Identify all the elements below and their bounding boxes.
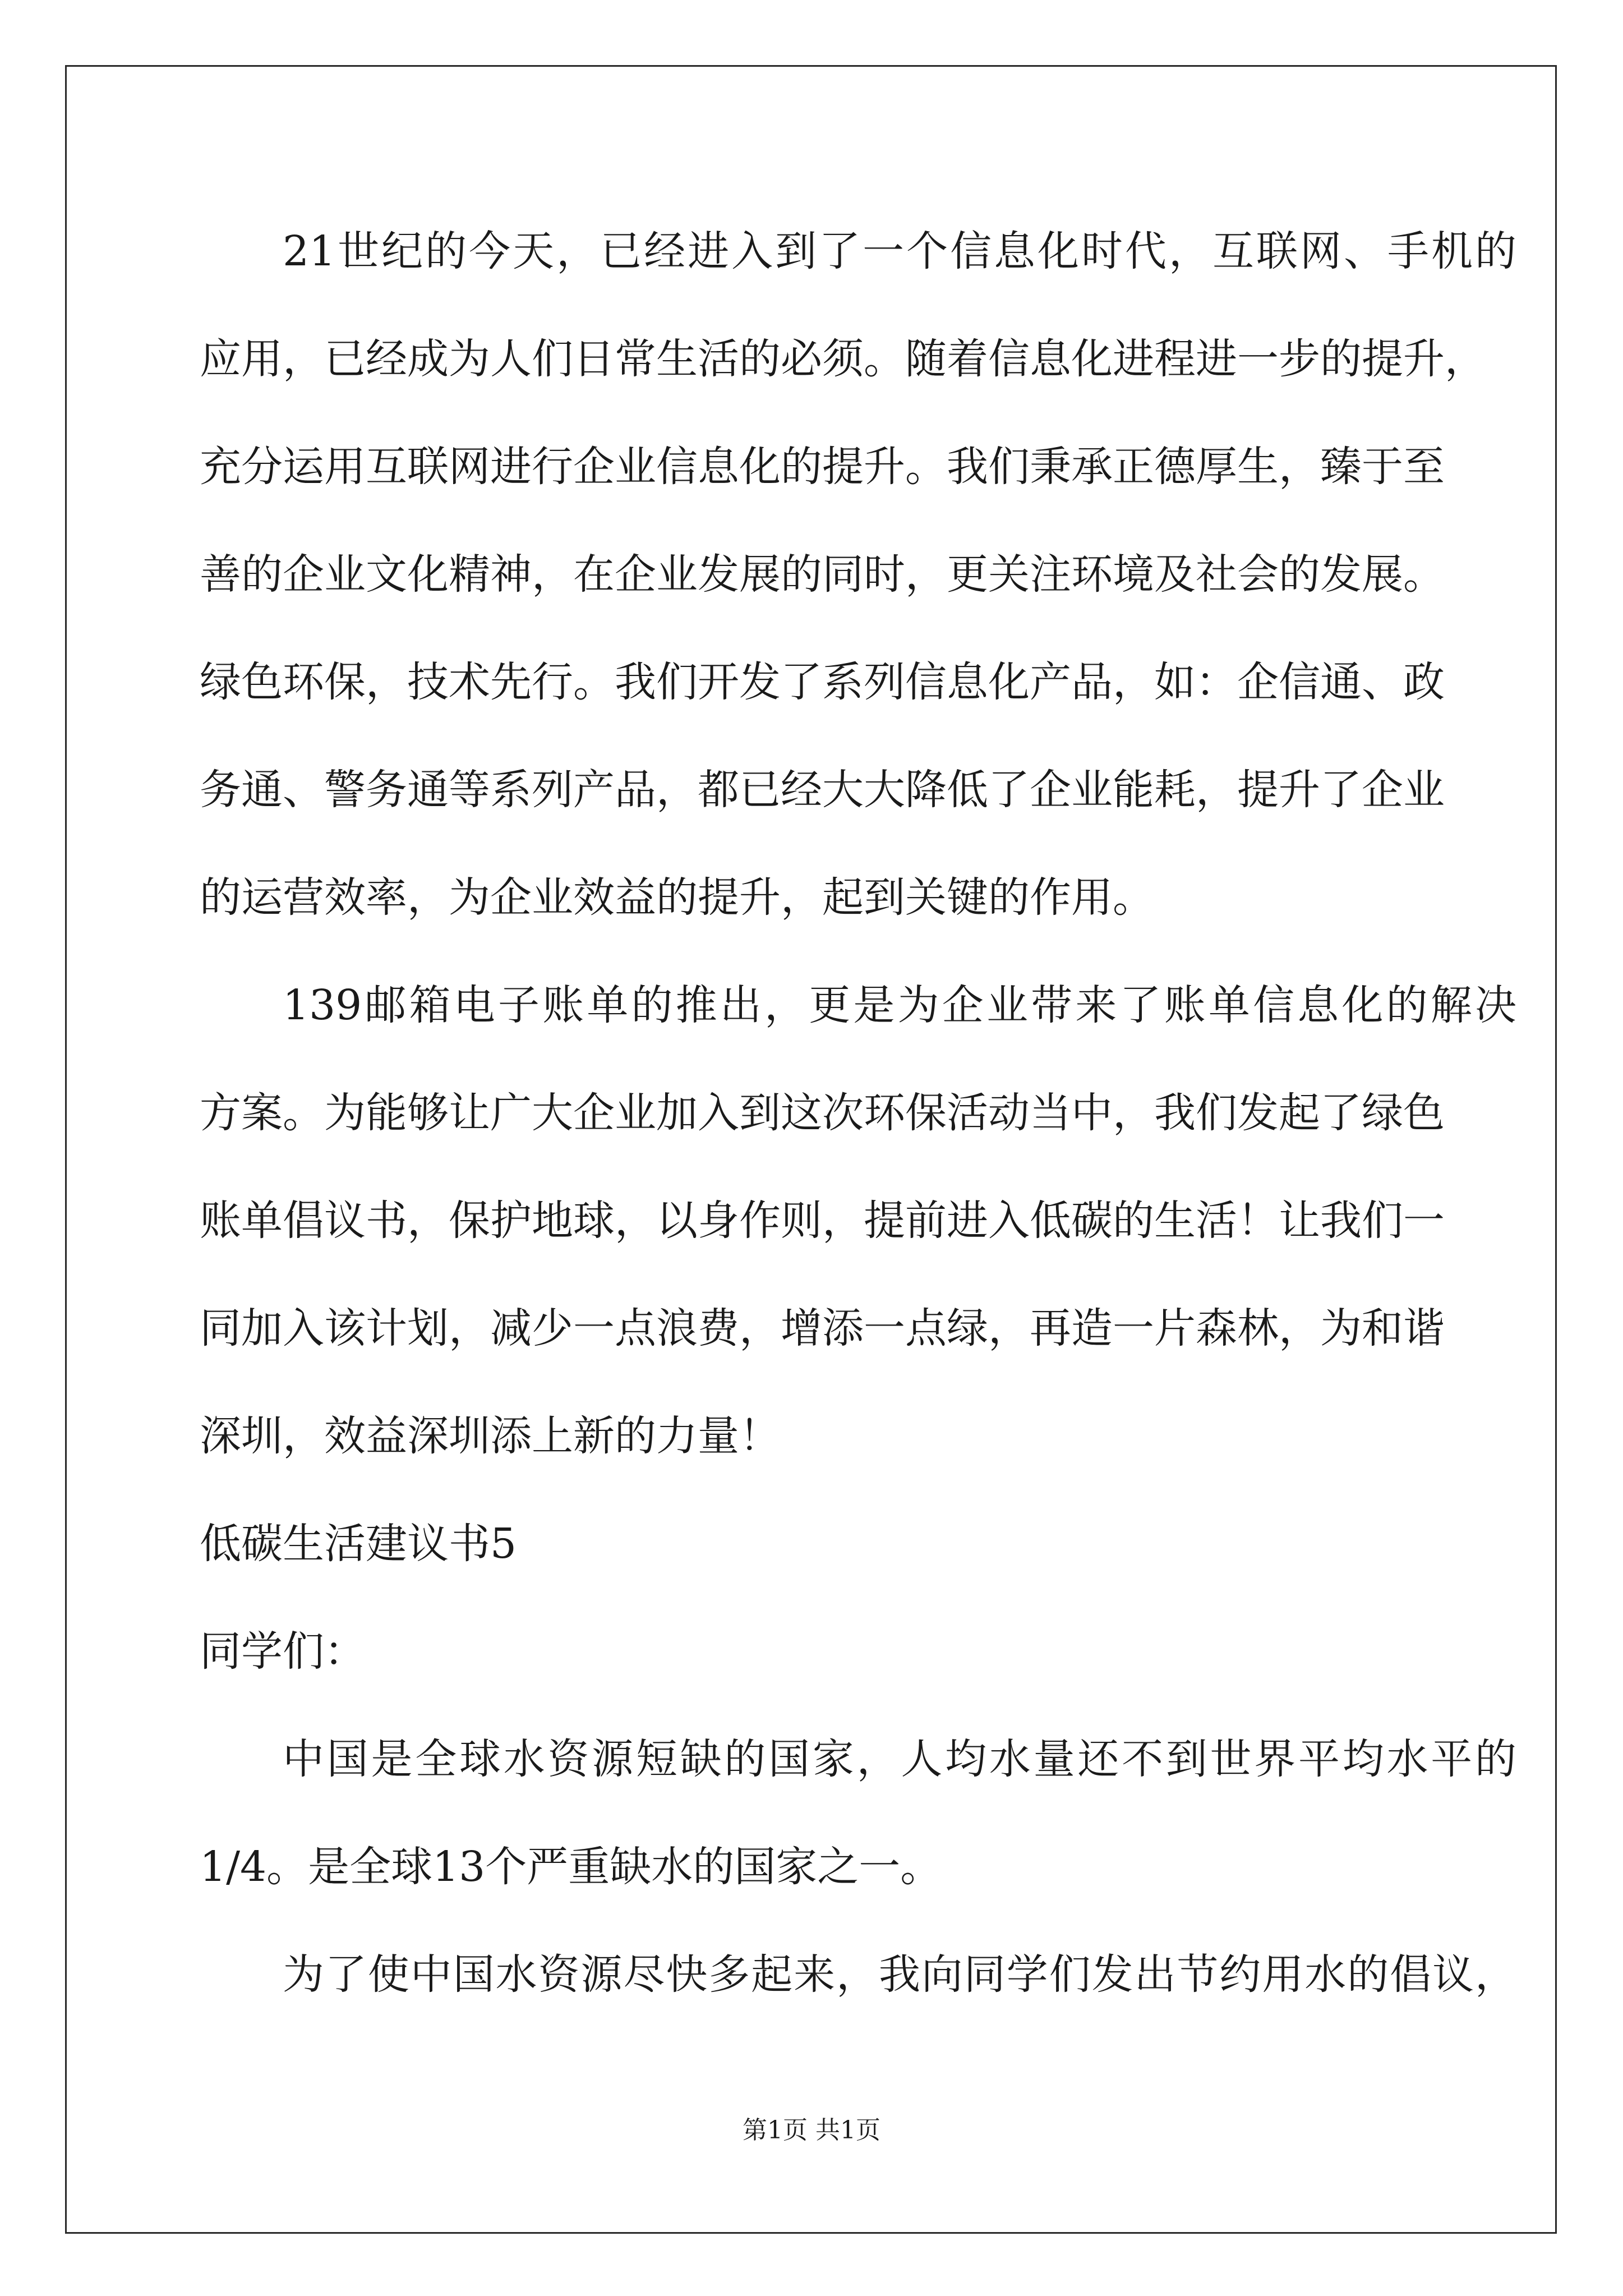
paragraph-line: 务通、警务通等系列产品，都已经大大降低了企业能耗，提升了企业 xyxy=(200,766,1445,814)
paragraph-line: 方案。为能够让广大企业加入到这次环保活动当中，我们发起了绿色 xyxy=(200,1089,1445,1137)
paragraph-line: 充分运用互联网进行企业信息化的提升。我们秉承正德厚生，臻于至 xyxy=(200,443,1445,491)
paragraph-line: 账单倡议书，保护地球，以身作则，提前进入低碳的生活！让我们一 xyxy=(200,1197,1445,1245)
paragraph-line: 1/4。是全球13个严重缺水的国家之一。 xyxy=(200,1843,942,1891)
paragraph-line: 21世纪的今天，已经进入到了一个信息化时代，互联网、手机的 xyxy=(283,227,1516,275)
paragraph-line: 应用，已经成为人们日常生活的必须。随着信息化进程进一步的提升， xyxy=(200,335,1486,383)
paragraph-line: 为了使中国水资源尽快多起来，我向同学们发出节约用水的倡议， xyxy=(283,1950,1516,1999)
page-number-footer: 第1页 共1页 xyxy=(743,2116,880,2145)
paragraph-line: 同加入该计划，减少一点浪费，增添一点绿，再造一片森林，为和谐 xyxy=(200,1304,1445,1352)
paragraph-line: 139邮箱电子账单的推出，更是为企业带来了账单信息化的解决 xyxy=(283,981,1516,1029)
section-title: 低碳生活建议书5 xyxy=(200,1520,517,1568)
salutation: 同学们： xyxy=(200,1627,366,1676)
paragraph-line: 绿色环保，技术先行。我们开发了系列信息化产品，如：企信通、政 xyxy=(200,658,1445,706)
paragraph-line: 深圳，效益深圳添上新的力量！ xyxy=(200,1412,781,1460)
paragraph-line: 的运营效率，为企业效益的提升，起到关键的作用。 xyxy=(200,873,1154,922)
paragraph-line: 中国是全球水资源短缺的国家，人均水量还不到世界平均水平的 xyxy=(283,1735,1516,1783)
paragraph-line: 善的企业文化精神，在企业发展的同时，更关注环境及社会的发展。 xyxy=(200,550,1445,599)
